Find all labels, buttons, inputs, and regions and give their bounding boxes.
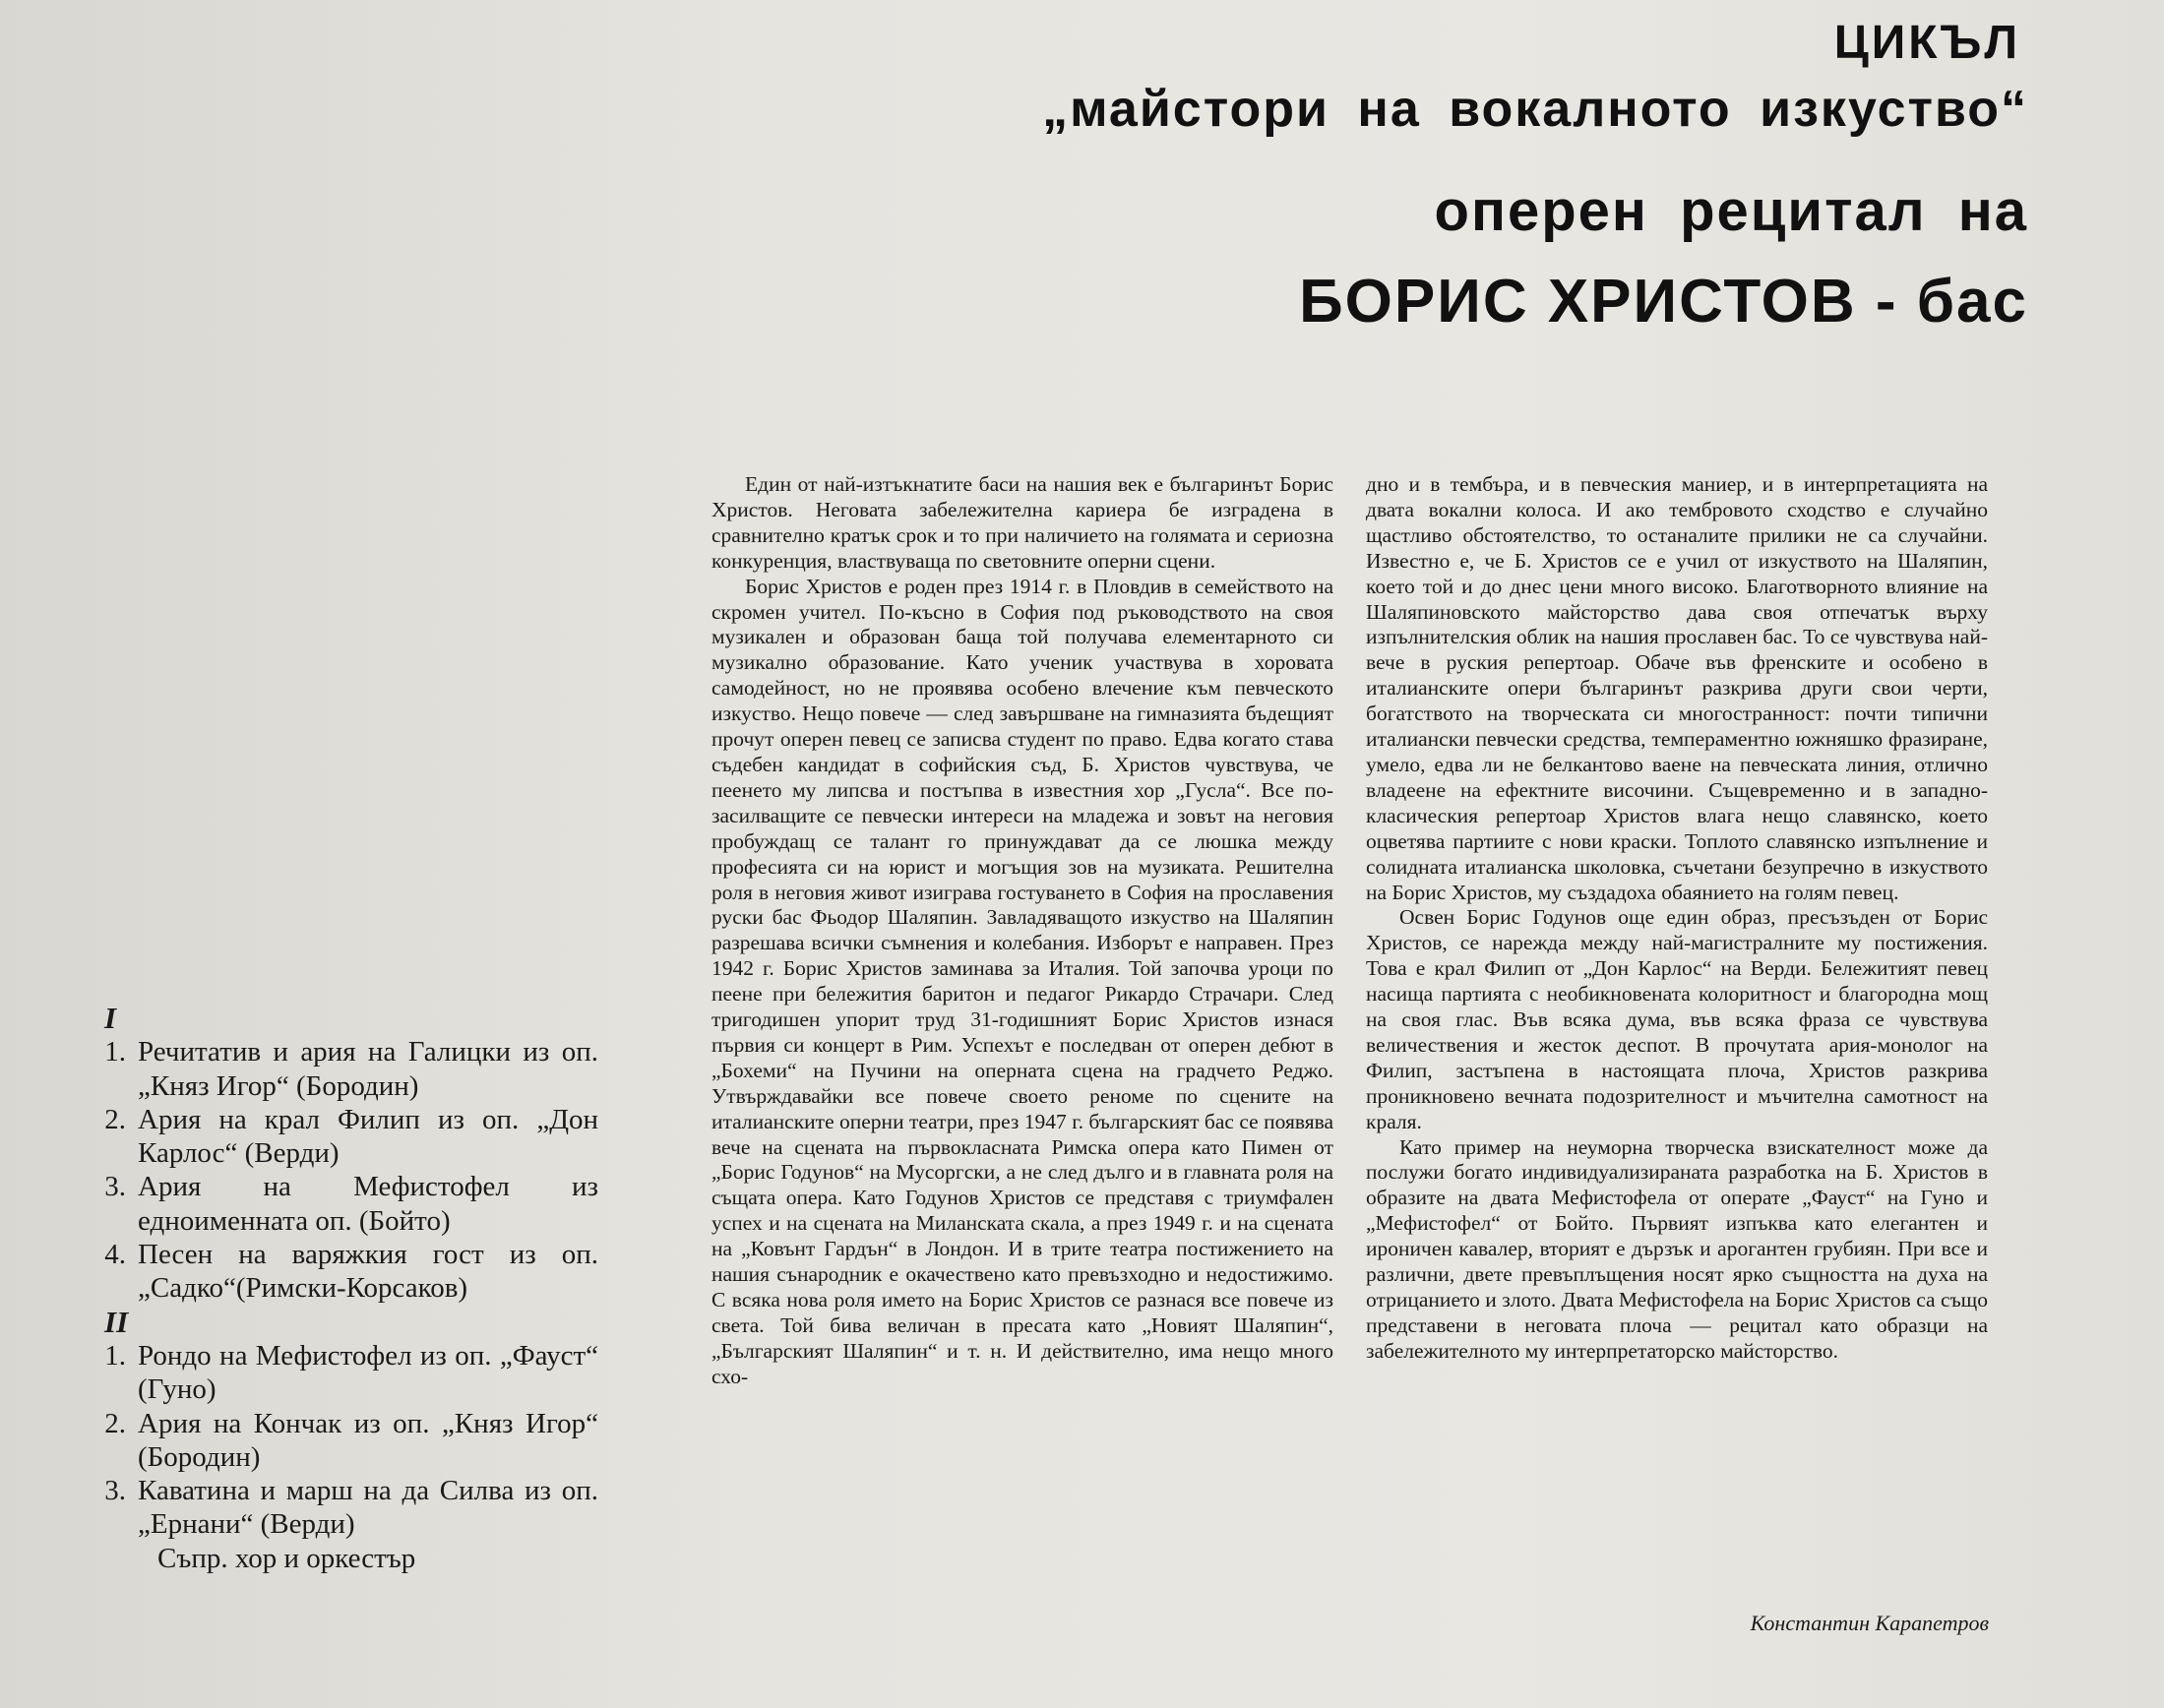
article-paragraph: Освен Борис Годунов още един образ, пресъзъден от Борис Христов, се нарежда между най-магистралните му постижения. Това е крал Филип от „Дон Карлос“ на Верди. Бележитият певец насища партията с необикновената колоритност и благородна мощ на своя глас. Във всяка дума, във всяка фраза се чувствува величествения и жесток деспот. В прочутата ария-монолог на Филип, застъпена в настоящата плоча, Христов разкрива проникновено вечната подозрителност и мъчителна самотност на краля. <box>1366 905 1988 1133</box>
track-number: 4. <box>104 1239 126 1271</box>
article-paragraph: Един от най-изтъкнатите баси на нашия век е българинът Борис Христов. Неговата забележителна кариера бе изградена в сравнително кратък срок и то при наличието на голямата и сериозна конкуренция, властвуваща по световните оперни сцени. <box>711 472 1333 573</box>
article-paragraph: дно и в тембъра, и в певческия маниер, и в интерпретацията на двата вокални колоса. И ако тембровото сходство е случайно щастливо обстоятелство, то останалите прилики не са случайни. Известно е, че Б. Христов се е учил от изкуството на Шаляпин, което той и до днес цени много високо. Благотворното влияние на Шаляпиновското майсторство дава своя отпечатък върху изпълнителския облик на нашия прославен бас. То се чувствува най-вече в руския репертоар. Обаче във френските и особено в италианските опери българинът разкрива други свои черти, богатството на творческата си многостранност: почти типични италиански певчески средства, темпераментно южняшко фразиране, умело, едва ли не белкантово ваене на певческата линия, отлично владеене на ефектните височини. Същевременно и в западно-класическия репертоар Христов влага нещо славянско, което оцветява партиите с нови краски. Топлото славянско изпълнение и солидната италианска школовка, съчетани безупречно в изкуството на Борис Христов, му създадоха обаянието на голям певец. <box>1366 472 1988 904</box>
author-signature: Константин Карапетров <box>1750 1611 1989 1635</box>
artist-name: БОРИС ХРИСТОВ - бас <box>1299 268 2028 336</box>
track-number: 3. <box>104 1475 126 1507</box>
track-title: Речитатив и ария на Галицки из оп. „Княз Игор“ (Бородин) <box>138 1036 598 1102</box>
track-number: 1. <box>104 1339 126 1372</box>
performers-note: Съпр. хор и оркестър <box>157 1542 416 1574</box>
track-item <box>87 1238 598 1306</box>
tracklist <box>87 1002 598 1575</box>
article-column-right <box>1366 472 1988 1365</box>
track-title: Каватина и марш на да Силва из оп. „Ернани“ (Верди) <box>138 1475 598 1541</box>
article-column-left <box>711 472 1333 1390</box>
track-item <box>87 1339 598 1407</box>
track-title: Рондо на Мефистофел из оп. „Фауст“ (Гуно) <box>138 1339 598 1406</box>
article-paragraph: Борис Христов е роден през 1914 г. в Пловдив в семейството на скромен учител. По-късно в София под ръководството на своя музикален и образован баща той получава елементарното си музикално образование. Като ученик участвува в хоровата самодейност, но не проявява особено влечение към певческото изкуство. Нещо повече — след завършване на гимназията бъдещият прочут оперен певец се записва студент по право. Едва когато става съдебен кандидат в софийския съд, Б. Христов чувствува, че пеенето му липсва и постъпва в известния хор „Гусла“. Все по-засилващите се певчески интереси на младежа и зовът на неговия пробуждащ се талант го принуждават да се люшка между професията си на юрист и могъщия зов на музиката. Решителна роля в неговия живот изиграва гостуването в София на прославения руски бас Фьодор Шаляпин. Завладяващото изкуство на Шаляпин разрешава всички съмнения и колебания. Изборът е направен. През 1942 г. Борис Христов заминава за Италия. Той започва уроци по пеене при бележития баритон и педагог Рикардо Страчари. След тригодишен упорит труд 31-годишният Борис Христов изнася първия си концерт в Рим. Успехът е последван от оперен дебют в „Бохеми“ на Пучини на оперната сцена на градчето Реджо. Утвърждавайки все повече своето реноме по сцените на италианските оперни театри, през 1947 г. българският бас се появява вече на сцената на първокласната Римска опера като Пимен от „Борис Годунов“ на Мусоргски, а не след дълго и в главната роля на същата опера. Като Годунов Христов се представя с триумфален успех и на сцената на Миланската скала, а през 1949 г. и на сцената на „Ковънт Гардън“ в Лондон. И в трите театра постижението на нашия сънародник е окачествено като превъзходно и недостижимо. С всяка нова роля името на Борис Христов се разнася все повече из света. Той бива величан в пресата като „Новият Шаляпин“, „Българският Шаляпин“ и т. н. И действително, има нещо много схо- <box>711 574 1333 1388</box>
track-title: Ария на крал Филип из оп. „Дон Карлос“ (Верди) <box>138 1103 598 1170</box>
track-number: 2. <box>104 1103 126 1135</box>
article-paragraph: Като пример на неуморна творческа взискателност може да послужи богато индивидуализираната разработка на Б. Христов в образите на двата Мефистофела от операте „Фауст“ на Гуно и „Мефистофел“ от Бойто. Първият изпъква като елегантен и ироничен кавалер, вторият е дързък и арогантен грубиян. При все и различни, двете превъплъщения носят ярко същността на духа на отрицанието и злото. Двата Мефистофела на Борис Христов са също представени в неговата плоча — рецитал като образци на забележителното му интерпретаторско майсторство. <box>1366 1134 1988 1363</box>
track-item <box>87 1170 598 1238</box>
side-two-label: II <box>104 1304 129 1339</box>
track-item <box>87 1407 598 1475</box>
track-item <box>87 1035 598 1103</box>
series-title: „майстори на вокалното изкуство“ <box>1042 81 2028 138</box>
track-title: Ария на Кончак из оп. „Княз Игор“ (Бородин) <box>138 1407 598 1473</box>
recital-title: оперен рецитал на <box>1434 179 2028 243</box>
header <box>650 12 2028 342</box>
track-item <box>87 1103 598 1171</box>
side-one-label: I <box>104 1001 117 1035</box>
track-title: Песен на варяжкия гост из оп. „Садко“(Римски-Корсаков) <box>138 1239 598 1305</box>
track-item <box>87 1474 598 1542</box>
track-number: 1. <box>104 1036 126 1068</box>
track-number: 2. <box>104 1407 126 1439</box>
cycle-label: ЦИКЪЛ <box>1833 17 2020 69</box>
track-title: Ария на Мефистофел из едноименната оп. (Бойто) <box>138 1171 598 1237</box>
track-number: 3. <box>104 1171 126 1203</box>
